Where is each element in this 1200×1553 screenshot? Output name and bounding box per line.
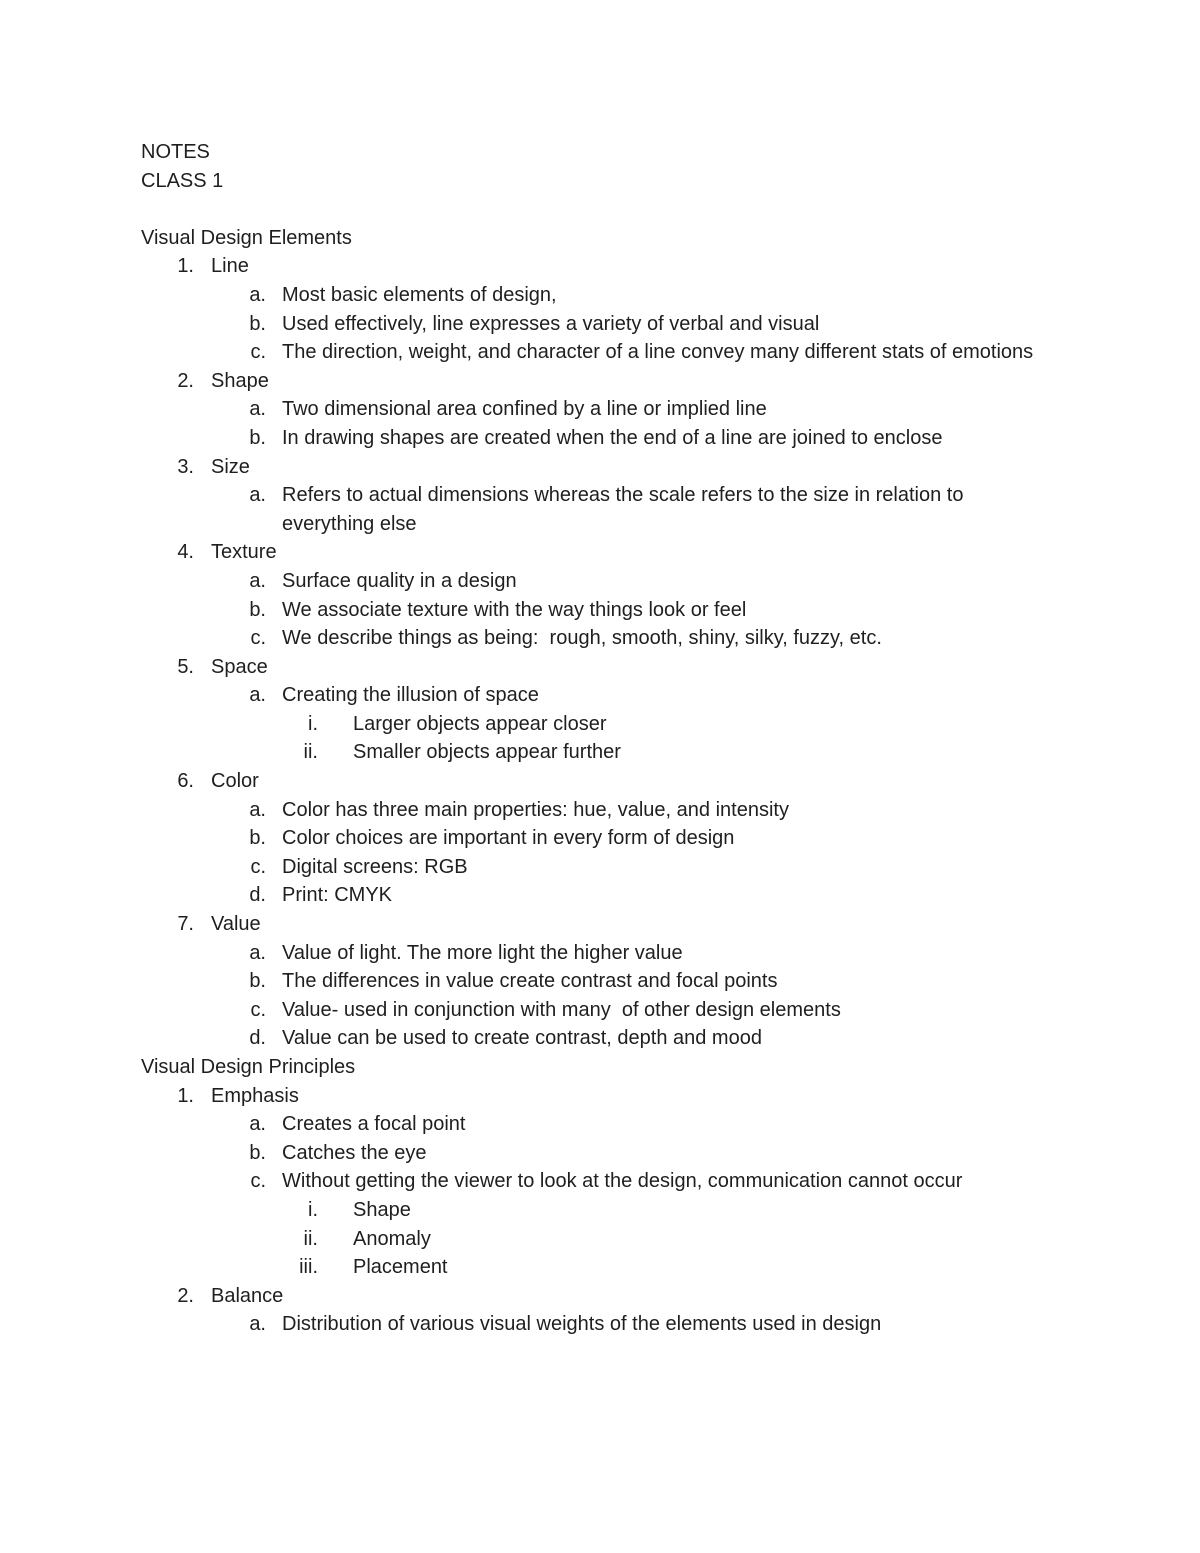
sub-item [141,338,1041,367]
list-item-texture [141,538,1041,567]
sub-item [141,567,1041,596]
section-heading-principles: Visual Design Principles [141,1056,356,1078]
sub-item [141,1139,1041,1168]
sub-item-text: We associate texture with the way things look or feel [282,598,747,621]
item-number: 6. [177,770,194,793]
sub-item [141,996,1041,1025]
sub-item-text: Surface quality in a design [282,569,517,592]
sub-item [141,424,1041,453]
sub-item-marker: a. [249,569,266,592]
sub-item [141,967,1041,996]
sub-item-marker: c. [250,1170,266,1193]
section-heading-elements: Visual Design Elements [141,226,352,249]
sub-item-marker: c. [250,627,266,650]
sub-item [141,596,1041,625]
sub-item-marker: b. [249,1141,266,1164]
item-label: Balance [211,1284,284,1307]
sub-item-marker: a. [249,1113,266,1136]
sub-item [141,281,1041,310]
sub-item-marker: a. [249,1313,266,1336]
sub-item-text: Color choices are important in every form of design [282,827,735,850]
sub-sub-item [141,710,1041,739]
sub-sub-item-marker: ii. [303,1227,318,1250]
item-number: 5. [177,655,194,678]
sub-item-marker: a. [249,484,266,507]
sub-item-marker: d. [249,1027,266,1050]
sub-sub-item [141,1225,1041,1254]
sub-item [141,1024,1041,1053]
sub-item [141,310,1041,339]
sub-item-text: Two dimensional area confined by a line or implied line [282,398,767,421]
sub-item [141,1167,1041,1196]
sub-item-text: Used effectively, line expresses a variety of verbal and visual [282,312,820,335]
list-item-shape [141,367,1041,396]
sub-sub-item-marker: ii. [303,741,318,764]
sub-item-text: Digital screens: RGB [282,855,468,878]
list-item-color [141,767,1041,796]
list-item-balance [141,1282,1041,1311]
sub-item [141,939,1041,968]
item-label: Value [211,913,261,936]
notes-content [141,138,1041,1339]
sub-item [141,681,1041,710]
notes-title: NOTES [141,141,210,163]
sub-item-text: Value can be used to create contrast, depth and mood [282,1027,762,1050]
sub-item-text: Distribution of various visual weights of the elements used in design [282,1313,882,1336]
sub-item-marker: b. [249,312,266,335]
sub-item [141,853,1041,882]
list-item-value [141,910,1041,939]
item-number: 7. [177,913,194,936]
item-label: Space [211,655,268,678]
item-number: 1. [177,255,194,278]
sub-item-text: Refers to actual dimensions whereas the scale refers to the size in relation to everything else [282,484,964,535]
sub-item-marker: b. [249,426,266,449]
item-label: Texture [211,541,277,564]
sub-item-marker: b. [249,970,266,993]
list-item-space [141,653,1041,682]
sub-item [141,1110,1041,1139]
list-item-size [141,453,1041,482]
sub-sub-item-text: Anomaly [353,1227,431,1250]
sub-item-marker: a. [249,283,266,306]
sub-item [141,481,1041,538]
item-number: 1. [177,1084,194,1107]
item-label: Shape [211,369,269,392]
sub-item-marker: a. [249,798,266,821]
sub-item-marker: d. [249,884,266,907]
sub-sub-item [141,1253,1041,1282]
item-label: Emphasis [211,1084,299,1107]
sub-item-text: Value of light. The more light the higher value [282,941,683,964]
item-label: Color [211,770,259,793]
class-label: CLASS 1 [141,169,224,192]
sub-item [141,395,1041,424]
item-number: 4. [177,541,194,564]
sub-sub-item-text: Smaller objects appear further [353,741,621,764]
sub-item-text: Print: CMYK [282,884,393,907]
sub-item-text: The direction, weight, and character of a line convey many different stats of emotions [282,341,1034,364]
sub-sub-item [141,738,1041,767]
sub-item-marker: b. [249,827,266,850]
sub-item-text: Creates a focal point [282,1113,466,1136]
item-number: 2. [177,369,194,392]
sub-item-marker: a. [249,684,266,707]
sub-item-text: Color has three main properties: hue, value, and intensity [282,798,789,821]
item-label: Line [211,255,249,278]
sub-sub-item [141,1196,1041,1225]
sub-item-text: We describe things as being: rough, smooth, shiny, silky, fuzzy, etc. [282,627,882,650]
sub-item [141,796,1041,825]
sub-item-text: Creating the illusion of space [282,684,539,707]
sub-sub-item-text: Larger objects appear closer [353,712,607,735]
sub-item [141,881,1041,910]
sub-item [141,1310,1041,1339]
sub-item-marker: b. [249,598,266,621]
sub-item-marker: a. [249,941,266,964]
sub-item-text: Without getting the viewer to look at the design, communication cannot occur [282,1170,963,1193]
sub-item-text: Most basic elements of design, [282,283,557,306]
item-number: 3. [177,455,194,478]
sub-item-marker: c. [250,855,266,878]
list-item-line [141,252,1041,281]
sub-item-marker: c. [250,341,266,364]
blank-line [141,195,1041,224]
sub-item [141,824,1041,853]
sub-item-text: In drawing shapes are created when the end of a line are joined to enclose [282,426,943,449]
sub-sub-item-marker: i. [308,712,318,735]
sub-item-text: The differences in value create contrast and focal points [282,970,778,993]
sub-item [141,624,1041,653]
sub-item-marker: a. [249,398,266,421]
list-item-emphasis [141,1082,1041,1111]
item-label: Size [211,455,250,478]
sub-sub-item-marker: i. [308,1198,318,1221]
sub-sub-item-text: Placement [353,1256,448,1279]
sub-item-marker: c. [250,998,266,1021]
sub-item-text: Value- used in conjunction with many of other design elements [282,998,841,1021]
sub-item-text: Catches the eye [282,1141,427,1164]
item-number: 2. [177,1284,194,1307]
sub-sub-item-text: Shape [353,1198,411,1221]
sub-sub-item-marker: iii. [299,1256,318,1279]
